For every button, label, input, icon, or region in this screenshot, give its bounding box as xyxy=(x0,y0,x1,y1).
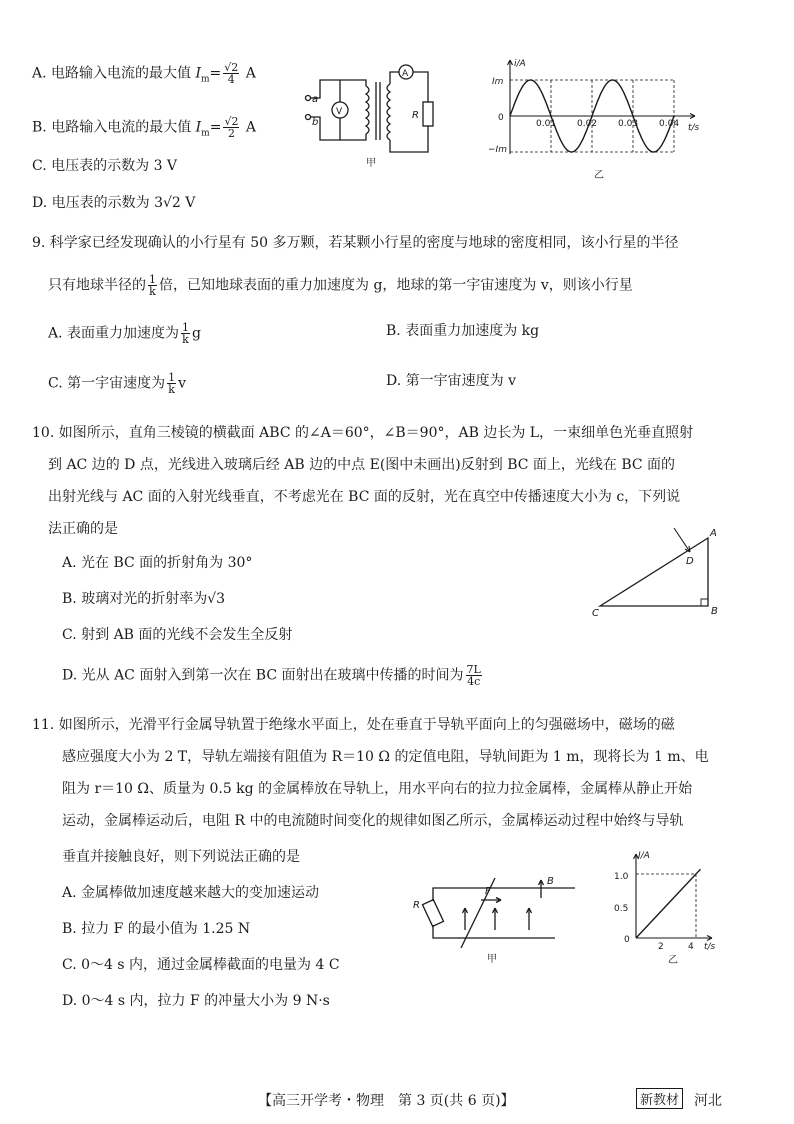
footer-region: 河北 xyxy=(694,1093,722,1109)
q11-line-3: 阻为 r＝10 Ω、质量为 0.5 kg 的金属棒放在导轨上，用水平向右的拉力拉金属棒，金属棒从静止开始 xyxy=(62,781,693,797)
terminal-a-label: a xyxy=(312,94,319,105)
figure-caption: 乙 xyxy=(668,955,678,966)
origin-label: 0 xyxy=(624,935,630,945)
q8-option-b: B. 电路输入电流的最大值 $I_m=$ $\frac{√2}{2}$ A xyxy=(32,115,257,140)
vertex-a-label: A xyxy=(710,528,717,539)
new-textbook-badge: 新教材 xyxy=(636,1088,683,1109)
q9-option-d: D. 第一宇宙速度为 v xyxy=(386,373,516,389)
x-axis-label: t/s xyxy=(704,942,716,952)
y-axis-label: I/A xyxy=(638,851,650,861)
q11-line-1: 11. 如图所示，光滑平行金属导轨置于绝缘水平面上，处在垂直于导轨平面向上的匀强磁场中，磁场的磁 xyxy=(32,717,675,733)
q10-option-c: C. 射到 AB 面的光线不会发生全反射 xyxy=(62,627,293,643)
origin-label: 0 xyxy=(498,113,504,123)
q9-line-1: 9. 科学家已经发现确认的小行星有 50 多万颗，若某颗小行星的密度与地球的密度相同，该小行星的半径 xyxy=(32,235,679,251)
q11-line-2: 感应强度大小为 2 T，导轨左端接有阻值为 R＝10 Ω 的定值电阻，导轨间距为 1 m，现将长为 1 m、电 xyxy=(62,749,709,765)
q8-circuit-diagram xyxy=(300,62,450,172)
y-axis-label: i/A xyxy=(514,59,526,69)
resistor-label: R xyxy=(413,900,420,911)
q10-option-a: A. 光在 BC 面的折射角为 30° xyxy=(62,555,253,571)
q11-line-4: 运动，金属棒运动后，电阻 R 中的电流随时间变化的规律如图乙所示，金属棒运动过程中始终与导轨 xyxy=(62,813,684,829)
ammeter-label: A xyxy=(402,69,409,79)
q10-option-b: B. 玻璃对光的折射率为√3 xyxy=(62,591,226,607)
q11-line-5: 垂直并接触良好，则下列说法正确的是 xyxy=(62,849,300,865)
x-axis-label: t/s xyxy=(688,123,700,133)
vertex-b-label: B xyxy=(711,606,718,617)
q10-prism-diagram xyxy=(590,520,750,620)
force-label: F xyxy=(485,886,491,897)
tick-label: 0.04 xyxy=(659,119,680,129)
q10-line-3: 出射光线与 AC 面的入射光线垂直，不考虑光在 BC 面的反射，光在真空中传播速度大小为 c，下列说 xyxy=(48,489,681,505)
tick-label: 0.01 xyxy=(536,119,557,129)
q11-option-a: A. 金属棒做加速度越来越大的变加速运动 xyxy=(62,885,320,901)
q11-option-c: C. 0～4 s 内，通过金属棒截面的电量为 4 C xyxy=(62,957,340,973)
x-tick-label: 2 xyxy=(658,942,664,952)
q8-option-a: A. 电路输入电流的最大值 $I_m=$ $\frac{√2}{4}$ A xyxy=(32,61,256,86)
q10-line-4: 法正确的是 xyxy=(48,521,118,537)
q11-option-d: D. 0～4 s 内，拉力 F 的冲量大小为 9 N·s xyxy=(62,993,330,1009)
current-line xyxy=(636,869,701,938)
y-tick-label: 1.0 xyxy=(614,872,629,882)
q11-rail-diagram xyxy=(405,868,585,968)
tick-label: 0.02 xyxy=(577,119,598,129)
im-label: Im xyxy=(492,77,504,87)
point-d-label: D xyxy=(686,556,694,567)
footer-title: 【高三开学考・物理 第 3 页(共 6 页)】 xyxy=(258,1093,515,1109)
q9-option-b: B. 表面重力加速度为 kg xyxy=(386,323,540,339)
q8-option-c: C. 电压表的示数为 3 V xyxy=(32,158,178,174)
voltmeter-label: V xyxy=(336,107,343,117)
q9-option-a: A. 表面重力加速度为 $\frac{1}{k}$ g xyxy=(48,321,201,346)
q9-option-c: C. 第一宇宙速度为 $\frac{1}{k}$ v xyxy=(48,371,187,396)
resistor-label: R xyxy=(412,110,419,121)
q9-line-2: 只有地球半径的 $\frac{1}{k}$ 倍，已知地球表面的重力加速度为 g，地球的第一宇宙速度为 v，则该小行星 xyxy=(48,273,633,298)
figure-caption: 乙 xyxy=(594,170,604,181)
figure-caption: 甲 xyxy=(487,954,497,965)
q11-option-b: B. 拉力 F 的最小值为 1.25 N xyxy=(62,921,251,937)
q8-option-d: D. 电压表的示数为 3√2 V xyxy=(32,195,196,211)
neg-im-label: −Im xyxy=(488,145,507,155)
y-tick-label: 0.5 xyxy=(614,904,629,914)
x-tick-label: 4 xyxy=(688,942,694,952)
tick-label: 0.03 xyxy=(618,119,639,129)
q10-line-2: 到 AC 边的 D 点，光线进入玻璃后经 AB 边的中点 E(图中未画出)反射到 BC 面上，光线在 BC 面的 xyxy=(48,457,676,473)
q11-current-graph xyxy=(612,848,722,968)
field-label: B xyxy=(547,876,554,887)
q10-line-1: 10. 如图所示，直角三棱镜的横截面 ABC 的∠A＝60°，∠B＝90°，AB 边长为 L，一束细单色光垂直照射 xyxy=(32,425,694,441)
terminal-b-label: b xyxy=(312,117,319,128)
vertex-c-label: C xyxy=(592,608,599,619)
figure-caption: 甲 xyxy=(366,158,376,169)
q8-sine-graph xyxy=(490,54,720,184)
q10-option-d: D. 光从 AC 面射入到第一次在 BC 面射出在玻璃中传播的时间为 $\frac{7L}{4c}$ xyxy=(62,663,481,688)
